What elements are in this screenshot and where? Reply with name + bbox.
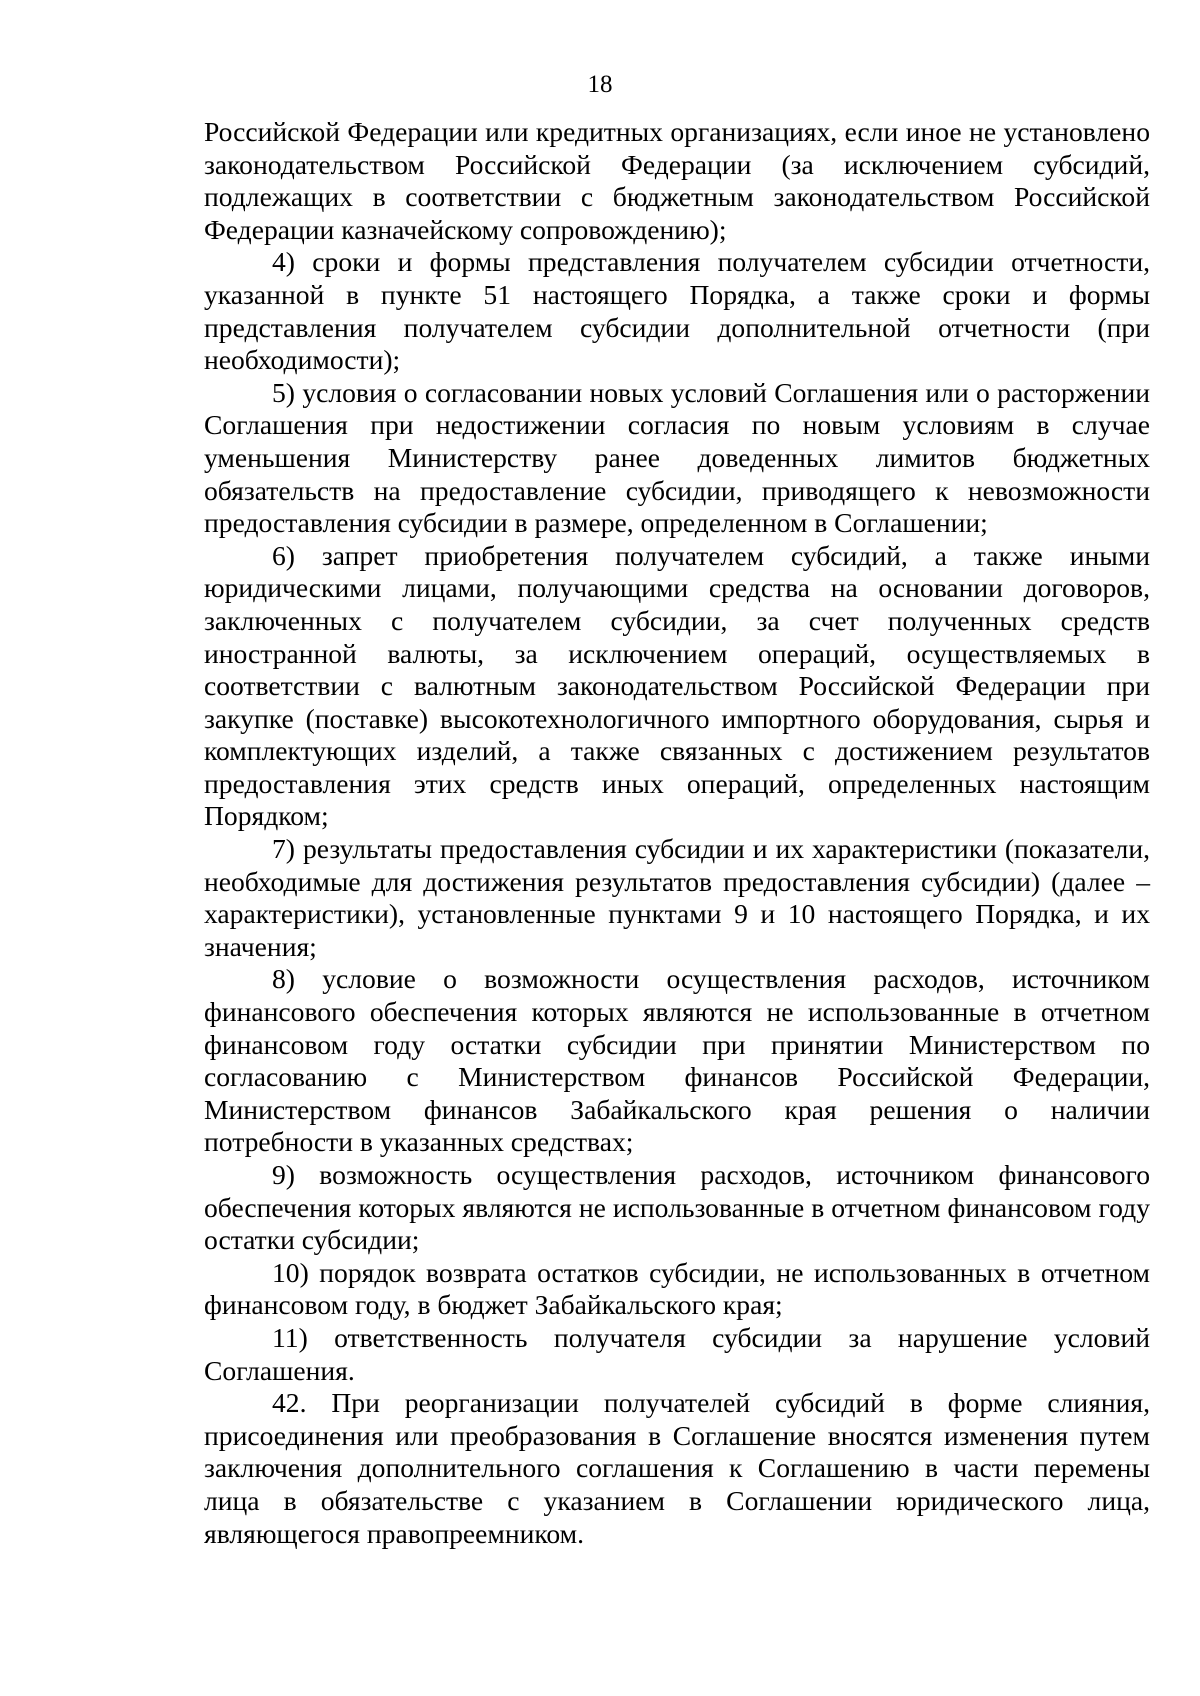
paragraph-item-8: 8) условие о возможности осуществления расходов, источником финансового обеспечения которых являются не использованные в отчетном финансовом году остатки субсидии при принятии Министерством по согласованию с Министерством финансов Российской Федерации, Министерством финансов Забайкальского края решения о наличии потребности в указанных средствах;	[204, 963, 1150, 1158]
paragraph-item-9: 9) возможность осуществления расходов, источником финансового обеспечения которых являются не использованные в отчетном финансовом году остатки субсидии;	[204, 1159, 1150, 1256]
paragraph-item-7: 7) результаты предоставления субсидии и их характеристики (показатели, необходимые для достижения результатов предоставления субсидии) (далее – характеристики), установленные пунктами 9 и 10 настоящего Порядка, и их значения;	[204, 833, 1150, 962]
paragraph-item-10: 10) порядок возврата остатков субсидии, не использованных в отчетном финансовом году, в бюджет Забайкальского края;	[204, 1256, 1150, 1321]
page-number: 18	[587, 71, 613, 98]
paragraph-clause-42: 42. При реорганизации получателей субсидий в форме слияния, присоединения или преобразования в Соглашение вносятся изменения путем заключения дополнительного соглашения к Соглашению в части перемены лица в обязательстве с указанием в Соглашении юридического лица, являющегося правопреемником.	[204, 1387, 1150, 1549]
paragraph-item-5: 5) условия о согласовании новых условий Соглашения или о расторжении Соглашения при недостижении согласия по новым условиям в случае уменьшения Министерству ранее доведенных лимитов бюджетных обязательств на предоставление субсидии, приводящего к невозможности предоставления субсидии в размере, определенном в Соглашении;	[204, 376, 1150, 539]
paragraph-item-4: 4) сроки и формы представления получателем субсидии отчетности, указанной в пункте 51 настоящего Порядка, а также сроки и формы представления получателем субсидии дополнительной отчетности (при необходимости);	[204, 246, 1150, 376]
paragraph-item-6: 6) запрет приобретения получателем субсидий, а также иными юридическими лицами, получающими средства на основании договоров, заключенных с получателем субсидии, за счет полученных средств иностранной валюты, за исключением операций, осуществляемых в соответствии с валютным законодательством Российской Федерации при закупке (поставке) высокотехнологичного импортного оборудования, сырья и комплектующих изделий, а также связанных с достижением результатов предоставления этих средств иных операций, определенных настоящим Порядком;	[204, 539, 1150, 832]
paragraph-continuation: Российской Федерации или кредитных организациях, если иное не установлено законодательством Российской Федерации (за исключением субсидий, подлежащих в соответствии с бюджетным законодательством Российской Федерации казначейскому сопровождению);	[204, 116, 1150, 245]
document-body	[204, 116, 1150, 1550]
paragraph-item-11: 11) ответственность получателя субсидии за нарушение условий Соглашения.	[204, 1321, 1150, 1386]
